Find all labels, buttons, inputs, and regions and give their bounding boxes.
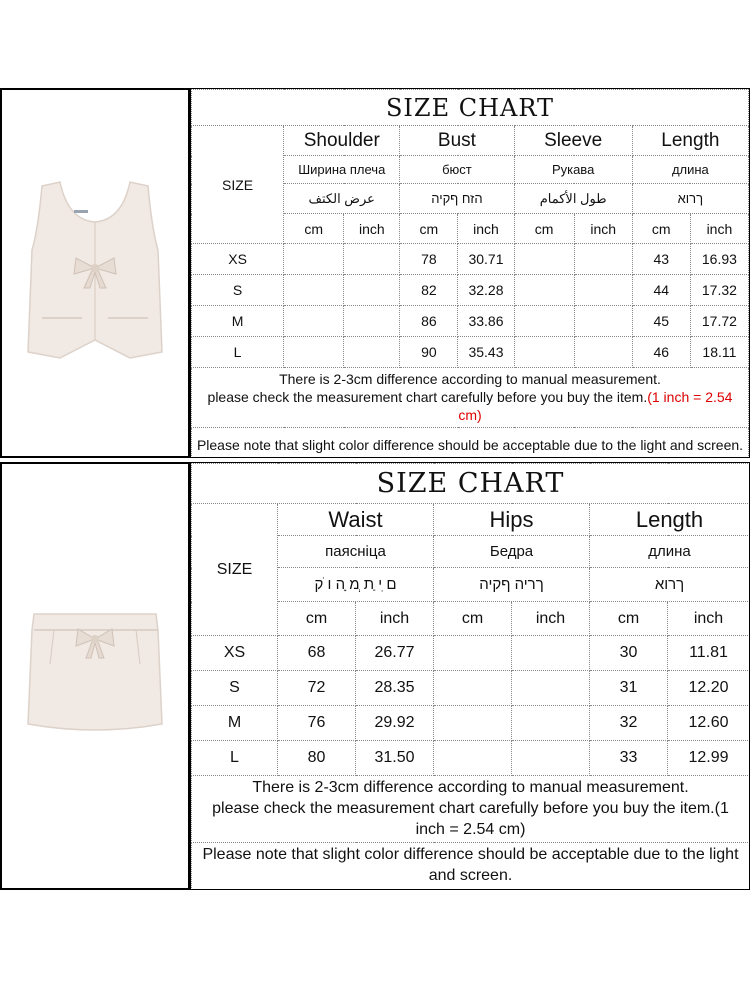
vest-illustration: [2, 90, 188, 456]
value-cell: [514, 275, 574, 306]
size-cell: S: [192, 275, 284, 306]
value-cell: 26.77: [356, 636, 434, 671]
value-cell: [344, 306, 400, 337]
value-cell: [574, 244, 632, 275]
value-cell: 18.11: [690, 337, 748, 368]
header-length: Length: [590, 504, 750, 536]
header-waist: Waist: [278, 504, 434, 536]
header-sleeve-ru: Рукава: [514, 156, 632, 184]
header-bust-he: הזח ףקיה: [400, 184, 514, 214]
header-hips-he: ךריה ףקיה: [434, 568, 590, 602]
value-cell: [514, 244, 574, 275]
value-cell: [514, 337, 574, 368]
value-cell: 78: [400, 244, 458, 275]
unit-cell: cm: [514, 214, 574, 244]
table-row: [192, 636, 750, 671]
unit-cell: cm: [632, 214, 690, 244]
value-cell: 72: [278, 671, 356, 706]
value-cell: 31: [590, 671, 668, 706]
value-cell: 33: [590, 741, 668, 776]
value-cell: [284, 244, 344, 275]
value-cell: 76: [278, 706, 356, 741]
value-cell: 31.50: [356, 741, 434, 776]
size-cell: M: [192, 306, 284, 337]
header-waist-ru: паясніца: [278, 536, 434, 568]
header-length-ru: длина: [632, 156, 748, 184]
header-shoulder: Shoulder: [284, 126, 400, 156]
value-cell: 90: [400, 337, 458, 368]
size-cell: XS: [192, 244, 284, 275]
unit-cell: cm: [278, 602, 356, 636]
value-cell: [512, 671, 590, 706]
header-shoulder-ar: عرض الكتف: [284, 184, 400, 214]
value-cell: [434, 671, 512, 706]
bottom-size-chart: [190, 462, 750, 890]
table-row: [192, 741, 750, 776]
header-bust: Bust: [400, 126, 514, 156]
value-cell: 12.60: [668, 706, 750, 741]
note-line-1: There is 2-3cm difference according to manual measurement.: [252, 779, 689, 796]
value-cell: 29.92: [356, 706, 434, 741]
header-hips: Hips: [434, 504, 590, 536]
value-cell: 46: [632, 337, 690, 368]
size-cell: XS: [192, 636, 278, 671]
measurement-note: [192, 776, 750, 843]
value-cell: [434, 741, 512, 776]
value-cell: 80: [278, 741, 356, 776]
value-cell: 43: [632, 244, 690, 275]
header-length-he: ךרוא: [590, 568, 750, 602]
value-cell: 35.43: [458, 337, 514, 368]
table-row: [192, 671, 750, 706]
value-cell: 11.81: [668, 636, 750, 671]
value-cell: 32: [590, 706, 668, 741]
value-cell: [434, 636, 512, 671]
value-cell: 12.20: [668, 671, 750, 706]
header-hips-ru: Бедра: [434, 536, 590, 568]
skirt-illustration: [2, 464, 188, 888]
value-cell: 30.71: [458, 244, 514, 275]
value-cell: [574, 337, 632, 368]
unit-cell: inch: [344, 214, 400, 244]
value-cell: 68: [278, 636, 356, 671]
value-cell: 45: [632, 306, 690, 337]
table-row: [192, 244, 749, 275]
header-length-he: ךרוא: [632, 184, 748, 214]
value-cell: 30: [590, 636, 668, 671]
unit-cell: inch: [574, 214, 632, 244]
value-cell: 17.72: [690, 306, 748, 337]
inch-conversion-note: (1 inch = 2.54 cm): [458, 389, 733, 424]
size-cell: S: [192, 671, 278, 706]
color-note: Please note that slight color difference should be acceptable due to the light and screen.: [192, 427, 749, 458]
chart-title: SIZE CHART: [192, 464, 750, 504]
value-cell: [344, 275, 400, 306]
value-cell: 16.93: [690, 244, 748, 275]
value-cell: [512, 636, 590, 671]
header-length: Length: [632, 126, 748, 156]
unit-cell: inch: [458, 214, 514, 244]
value-cell: [512, 706, 590, 741]
unit-cell: cm: [400, 214, 458, 244]
value-cell: [344, 337, 400, 368]
value-cell: [514, 306, 574, 337]
unit-cell: cm: [434, 602, 512, 636]
unit-cell: inch: [690, 214, 748, 244]
size-header: SIZE: [192, 504, 278, 636]
vest-product-image: [0, 88, 190, 458]
value-cell: [284, 275, 344, 306]
value-cell: 33.86: [458, 306, 514, 337]
measurement-note: [192, 368, 749, 428]
note-line-2: please check the measurement chart carefully before you buy the item.: [207, 389, 648, 406]
value-cell: 82: [400, 275, 458, 306]
value-cell: 86: [400, 306, 458, 337]
size-cell: L: [192, 337, 284, 368]
table-row: [192, 337, 749, 368]
header-sleeve-ar: طول الأكمام: [514, 184, 632, 214]
size-cell: L: [192, 741, 278, 776]
value-cell: [284, 306, 344, 337]
unit-cell: inch: [356, 602, 434, 636]
table-row: [192, 275, 749, 306]
header-bust-ru: бюст: [400, 156, 514, 184]
note-line-1: There is 2-3cm difference according to manual measurement.: [279, 371, 661, 387]
skirt-product-image: [0, 462, 190, 890]
unit-cell: inch: [512, 602, 590, 636]
header-sleeve: Sleeve: [514, 126, 632, 156]
value-cell: 32.28: [458, 275, 514, 306]
table-row: [192, 306, 749, 337]
value-cell: [574, 306, 632, 337]
value-cell: 12.99: [668, 741, 750, 776]
unit-cell: inch: [668, 602, 750, 636]
header-waist-he: ם ִי ַת ְמ ָה ו ֹק: [278, 568, 434, 602]
value-cell: 17.32: [690, 275, 748, 306]
value-cell: 28.35: [356, 671, 434, 706]
value-cell: 44: [632, 275, 690, 306]
unit-cell: cm: [590, 602, 668, 636]
header-length-ru: длина: [590, 536, 750, 568]
unit-cell: cm: [284, 214, 344, 244]
value-cell: [434, 706, 512, 741]
value-cell: [284, 337, 344, 368]
chart-title: SIZE CHART: [192, 90, 749, 126]
table-row: [192, 706, 750, 741]
value-cell: [344, 244, 400, 275]
value-cell: [574, 275, 632, 306]
value-cell: [512, 741, 590, 776]
top-size-chart: [190, 88, 750, 458]
header-shoulder-ru: Ширина плеча: [284, 156, 400, 184]
color-note: Please note that slight color difference should be acceptable due to the light and screen.: [192, 843, 750, 890]
note-line-2: please check the measurement chart carefully before you buy the item.(1 inch = 2.54 cm): [212, 799, 729, 838]
size-header: SIZE: [192, 126, 284, 244]
size-cell: M: [192, 706, 278, 741]
